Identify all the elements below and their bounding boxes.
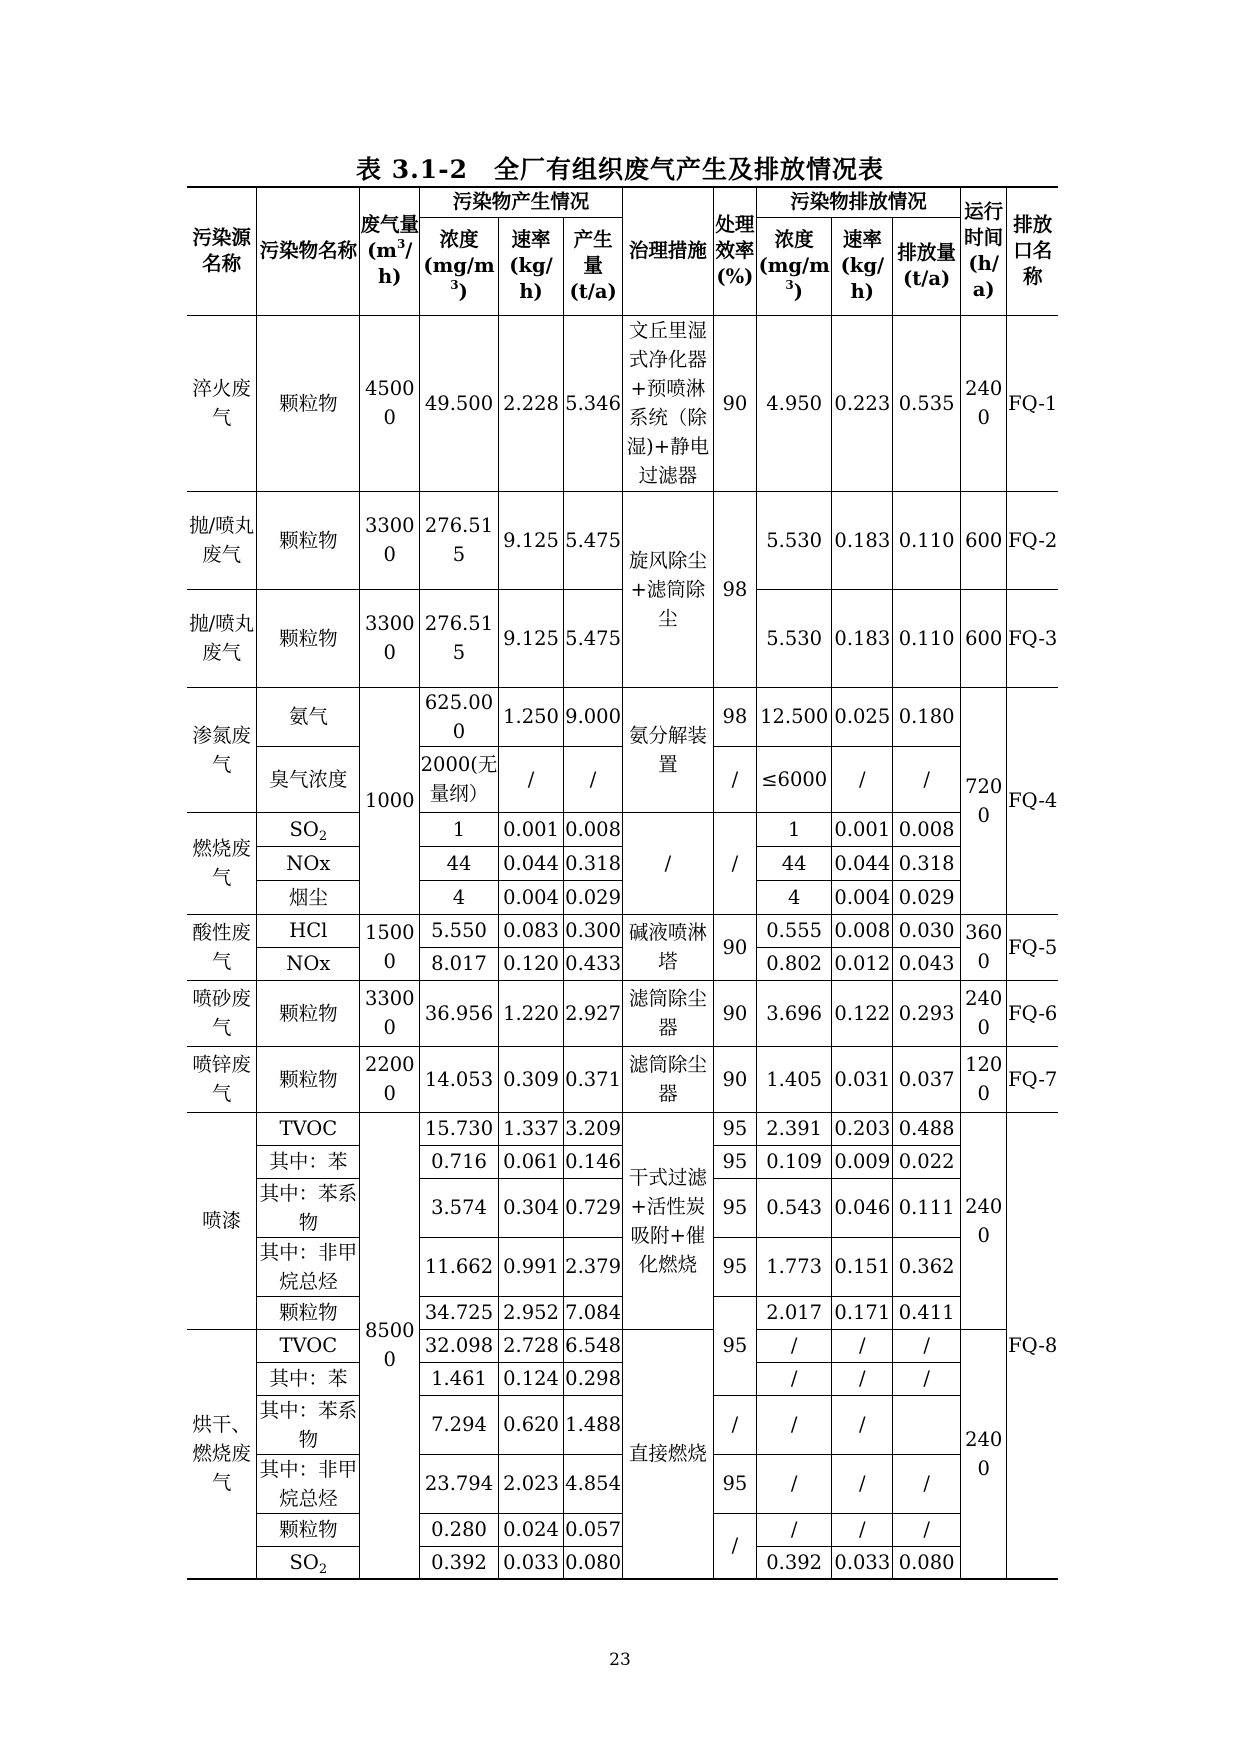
production-amount-cell: 4.854 [564, 1454, 623, 1513]
emission-conc-cell: 5.530 [757, 589, 832, 687]
production-amount-cell: 0.057 [564, 1513, 623, 1546]
emission-rate-cell: 0.012 [832, 947, 893, 980]
pollutant-cell: 其中：苯系物 [257, 1178, 360, 1237]
emission-amount-cell: 0.111 [893, 1178, 961, 1237]
treatment-cell: 旋风除尘+滤筒除尘 [622, 491, 713, 687]
emission-conc-cell: 0.392 [757, 1546, 832, 1579]
emission-conc-cell: ≤6000 [757, 746, 832, 812]
emission-conc-cell: 4 [757, 880, 832, 914]
production-conc-cell: 3.574 [420, 1178, 499, 1237]
volume-cell: 45000 [360, 315, 420, 491]
production-conc-cell: 44 [420, 846, 499, 880]
source-cell: 燃烧废气 [187, 812, 257, 914]
production-rate-cell: 9.125 [498, 491, 563, 589]
emission-amount-cell: 0.029 [893, 880, 961, 914]
production-amount-cell: 1.488 [564, 1395, 623, 1454]
header-production-rate: 速率 (kg/h) [498, 217, 563, 315]
production-rate-cell: 0.083 [498, 914, 563, 947]
emission-conc-cell: 0.543 [757, 1178, 832, 1237]
treatment-cell: 滤筒除尘器 [622, 1046, 713, 1112]
header-treatment: 治理措施 [622, 187, 713, 315]
emission-rate-cell: 0.033 [832, 1546, 893, 1579]
production-rate-cell: 2.952 [498, 1296, 563, 1329]
pollutant-cell: 颗粒物 [257, 1513, 360, 1546]
emission-rate-cell: 0.223 [832, 315, 893, 491]
outlet-cell: FQ-7 [1007, 1046, 1058, 1112]
emission-conc-cell: 3.696 [757, 980, 832, 1046]
emission-conc-cell: 2.391 [757, 1112, 832, 1145]
production-amount-cell: / [564, 746, 623, 812]
production-rate-cell: 1.337 [498, 1112, 563, 1145]
production-rate-cell: 0.120 [498, 947, 563, 980]
efficiency-cell: 90 [713, 1046, 756, 1112]
production-conc-cell: 2000(无量纲） [420, 746, 499, 812]
run-time-cell: 600 [960, 589, 1007, 687]
emission-table [187, 186, 1058, 1580]
efficiency-cell: / [713, 746, 756, 812]
emission-conc-cell: 2.017 [757, 1296, 832, 1329]
run-time-cell: 600 [960, 491, 1007, 589]
source-cell: 喷漆 [187, 1112, 257, 1329]
production-rate-cell: 0.304 [498, 1178, 563, 1237]
efficiency-cell: / [713, 1513, 756, 1579]
efficiency-cell: 90 [713, 315, 756, 491]
efficiency-cell: / [713, 812, 756, 914]
production-conc-cell: 625.000 [420, 687, 499, 746]
page-number: 23 [609, 1650, 631, 1670]
emission-conc-cell: / [713, 1395, 756, 1454]
emission-conc-cell: 0.802 [757, 947, 832, 980]
production-conc-cell: 5.550 [420, 914, 499, 947]
efficiency-cell: 95 [713, 1237, 756, 1296]
run-time-cell: 2400 [960, 315, 1007, 491]
emission-amount-cell: 0.008 [893, 812, 961, 846]
volume-cell: 15000 [360, 914, 420, 980]
production-rate-cell: 2.023 [498, 1454, 563, 1513]
emission-amount-cell: / [893, 1454, 961, 1513]
emission-rate-cell: / [832, 1513, 893, 1546]
production-rate-cell: 0.991 [498, 1237, 563, 1296]
emission-amount-cell: / [893, 746, 961, 812]
production-rate-cell: 0.620 [498, 1395, 563, 1454]
production-rate-cell: 2.728 [498, 1329, 563, 1362]
emission-rate-cell: 0.183 [832, 491, 893, 589]
production-conc-cell: 23.794 [420, 1454, 499, 1513]
pollutant-cell: $SO_2$ [257, 1546, 360, 1579]
production-amount-cell: 0.298 [564, 1362, 623, 1395]
emission-amount-cell: 0.293 [893, 980, 961, 1046]
production-amount-cell: 0.433 [564, 947, 623, 980]
emission-amount-cell: 0.022 [893, 1145, 961, 1178]
efficiency-cell: 95 [713, 1178, 756, 1237]
header-production: 污染物产生情况 [420, 187, 623, 217]
emission-rate-cell: 0.183 [832, 589, 893, 687]
production-conc-cell: 0.392 [420, 1546, 499, 1579]
header-pollutant: 污染物名称 [257, 187, 360, 315]
header-outlet: 排放口名称 [1007, 187, 1058, 315]
emission-rate-cell: 0.004 [832, 880, 893, 914]
production-amount-cell: 0.729 [564, 1178, 623, 1237]
header-emission-rate: 速率 (kg/h) [832, 217, 893, 315]
header-gas-volume: 废气量 $(m^3/h)$ [360, 187, 420, 315]
emission-conc-cell: 1.405 [757, 1046, 832, 1112]
pollutant-cell: TVOC [257, 1329, 360, 1362]
emission-conc-cell: 1.773 [757, 1237, 832, 1296]
emission-rate-cell: 0.044 [832, 846, 893, 880]
efficiency-cell: 95 [713, 1112, 756, 1145]
production-conc-cell: 15.730 [420, 1112, 499, 1145]
production-rate-cell: 0.044 [498, 846, 563, 880]
emission-conc-cell: 0.555 [757, 914, 832, 947]
outlet-cell: FQ-8 [1007, 1112, 1058, 1579]
source-cell: 抛/喷丸废气 [187, 589, 257, 687]
efficiency-cell: 95 [713, 1145, 756, 1178]
production-conc-cell: 1.461 [420, 1362, 499, 1395]
production-amount-cell: 0.371 [564, 1046, 623, 1112]
volume-cell: 33000 [360, 491, 420, 589]
emission-amount-cell: 0.362 [893, 1237, 961, 1296]
production-amount-cell: 2.927 [564, 980, 623, 1046]
emission-rate-cell: / [832, 1454, 893, 1513]
header-run-time: 运行时间 (h/a) [960, 187, 1007, 315]
production-conc-cell: 8.017 [420, 947, 499, 980]
efficiency-cell: 98 [713, 687, 756, 746]
production-rate-cell: 9.125 [498, 589, 563, 687]
production-conc-cell: 0.716 [420, 1145, 499, 1178]
treatment-cell: 滤筒除尘器 [622, 980, 713, 1046]
production-rate-cell: 1.250 [498, 687, 563, 746]
pollutant-cell: 颗粒物 [257, 491, 360, 589]
source-cell: 烘干、燃烧废气 [187, 1329, 257, 1579]
header-production-amount: 产生量 (t/a) [564, 217, 623, 315]
production-amount-cell: 0.029 [564, 880, 623, 914]
production-amount-cell: 5.475 [564, 589, 623, 687]
pollutant-cell: 颗粒物 [257, 1046, 360, 1112]
treatment-cell: / [622, 812, 713, 914]
production-rate-cell: 0.061 [498, 1145, 563, 1178]
pollutant-cell: 颗粒物 [257, 589, 360, 687]
header-source: 污染源名称 [187, 187, 257, 315]
emission-rate-cell: 0.151 [832, 1237, 893, 1296]
outlet-cell: FQ-4 [1007, 687, 1058, 914]
pollutant-cell: 其中：苯 [257, 1362, 360, 1395]
production-conc-cell: 11.662 [420, 1237, 499, 1296]
emission-amount-cell: 0.037 [893, 1046, 961, 1112]
treatment-cell: 文丘里湿式净化器+预喷淋系统（除湿)+静电过滤器 [622, 315, 713, 491]
production-amount-cell: 2.379 [564, 1237, 623, 1296]
production-conc-cell: 14.053 [420, 1046, 499, 1112]
emission-rate-cell: 0.046 [832, 1178, 893, 1237]
production-conc-cell: 4 [420, 880, 499, 914]
header-efficiency: 处理效率 (%) [713, 187, 756, 315]
emission-conc-cell: 12.500 [757, 687, 832, 746]
pollutant-cell: 臭气浓度 [257, 746, 360, 812]
emission-conc-cell: 1 [757, 812, 832, 846]
production-amount-cell: 6.548 [564, 1329, 623, 1362]
production-rate-cell: 0.001 [498, 812, 563, 846]
table-title: 表 3.1-2 全厂有组织废气产生及排放情况表 [356, 155, 884, 184]
emission-amount-cell: 0.110 [893, 589, 961, 687]
production-amount-cell: 0.146 [564, 1145, 623, 1178]
source-cell: 抛/喷丸废气 [187, 491, 257, 589]
production-rate-cell: / [498, 746, 563, 812]
pollutant-cell: NOx [257, 846, 360, 880]
production-conc-cell: 1 [420, 812, 499, 846]
production-conc-cell: 276.515 [420, 491, 499, 589]
emission-amount-cell: 0.535 [893, 315, 961, 491]
run-time-cell: 2400 [960, 1329, 1007, 1579]
emission-amount-cell: 0.411 [893, 1296, 961, 1329]
outlet-cell: FQ-3 [1007, 589, 1058, 687]
production-amount-cell: 3.209 [564, 1112, 623, 1145]
emission-conc-cell: 4.950 [757, 315, 832, 491]
emission-rate-cell: 0.009 [832, 1145, 893, 1178]
production-rate-cell: 0.309 [498, 1046, 563, 1112]
efficiency-cell: 95 [713, 1454, 756, 1513]
run-time-cell: 2400 [960, 1112, 1007, 1329]
production-conc-cell: 34.725 [420, 1296, 499, 1329]
emission-conc-cell: / [757, 1362, 832, 1395]
emission-amount-cell: / [893, 1329, 961, 1362]
production-amount-cell: 0.080 [564, 1546, 623, 1579]
source-cell: 酸性废气 [187, 914, 257, 980]
emission-rate-cell: 0.008 [832, 914, 893, 947]
source-cell: 渗氮废气 [187, 687, 257, 812]
emission-amount-cell: 0.488 [893, 1112, 961, 1145]
production-rate-cell: 0.124 [498, 1362, 563, 1395]
emission-amount-cell: / [832, 1395, 893, 1454]
efficiency-cell: 95 [713, 1296, 756, 1395]
production-conc-cell: 36.956 [420, 980, 499, 1046]
emission-rate-cell: / [832, 1362, 893, 1395]
volume-cell: 1000 [360, 687, 420, 914]
emission-rate-cell: / [832, 746, 893, 812]
emission-amount-cell: / [893, 1362, 961, 1395]
outlet-cell: FQ-5 [1007, 914, 1058, 980]
pollutant-cell: 烟尘 [257, 880, 360, 914]
efficiency-cell: 90 [713, 980, 756, 1046]
production-amount-cell: 9.000 [564, 687, 623, 746]
emission-rate-cell: 0.122 [832, 980, 893, 1046]
production-conc-cell: 49.500 [420, 315, 499, 491]
emission-amount-cell: 0.110 [893, 491, 961, 589]
pollutant-cell: 其中：非甲烷总烃 [257, 1454, 360, 1513]
emission-rate-cell: 0.025 [832, 687, 893, 746]
pollutant-cell: 其中：苯 [257, 1145, 360, 1178]
header-emission: 污染物排放情况 [757, 187, 961, 217]
volume-cell: 33000 [360, 980, 420, 1046]
pollutant-cell: NOx [257, 947, 360, 980]
emission-conc-cell: 0.109 [757, 1145, 832, 1178]
pollutant-cell: 氨气 [257, 687, 360, 746]
emission-rate-cell: 0.031 [832, 1046, 893, 1112]
production-rate-cell: 0.033 [498, 1546, 563, 1579]
emission-rate-cell: / [832, 1329, 893, 1362]
production-rate-cell: 2.228 [498, 315, 563, 491]
pollutant-cell: HCl [257, 914, 360, 947]
production-amount-cell: 7.084 [564, 1296, 623, 1329]
production-rate-cell: 1.220 [498, 980, 563, 1046]
pollutant-cell: 颗粒物 [257, 1296, 360, 1329]
volume-cell: 85000 [360, 1112, 420, 1579]
emission-conc-cell: / [757, 1454, 832, 1513]
outlet-cell: FQ-1 [1007, 315, 1058, 491]
production-rate-cell: 0.024 [498, 1513, 563, 1546]
run-time-cell: 1200 [960, 1046, 1007, 1112]
pollutant-cell: 其中：非甲烷总烃 [257, 1237, 360, 1296]
header-emission-amount: 排放量 (t/a) [893, 217, 961, 315]
treatment-cell: 碱液喷淋塔 [622, 914, 713, 980]
production-amount-cell: 0.318 [564, 846, 623, 880]
source-cell: 喷锌废气 [187, 1046, 257, 1112]
outlet-cell: FQ-6 [1007, 980, 1058, 1046]
production-amount-cell: 0.300 [564, 914, 623, 947]
emission-conc-cell: / [757, 1513, 832, 1546]
header-emission-conc: 浓度 $(mg/m^3)$ [757, 217, 832, 315]
treatment-cell: 干式过滤+活性炭吸附+催化燃烧 [622, 1112, 713, 1329]
outlet-cell: FQ-2 [1007, 491, 1058, 589]
production-amount-cell: 5.346 [564, 315, 623, 491]
pollutant-cell: 颗粒物 [257, 980, 360, 1046]
emission-rate-cell: / [757, 1395, 832, 1454]
header-production-conc: 浓度 $(mg/m^3)$ [420, 217, 499, 315]
run-time-cell: 2400 [960, 980, 1007, 1046]
treatment-cell: 氨分解装置 [622, 687, 713, 812]
production-conc-cell: 7.294 [420, 1395, 499, 1454]
volume-cell: 22000 [360, 1046, 420, 1112]
volume-cell: 33000 [360, 589, 420, 687]
emission-rate-cell: 0.203 [832, 1112, 893, 1145]
emission-amount-cell: / [893, 1513, 961, 1546]
source-cell: 喷砂废气 [187, 980, 257, 1046]
pollutant-cell: $SO_2$ [257, 812, 360, 846]
efficiency-cell: 90 [713, 914, 756, 980]
treatment-cell: 直接燃烧 [622, 1329, 713, 1579]
efficiency-cell: 98 [713, 491, 756, 687]
emission-conc-cell: 5.530 [757, 491, 832, 589]
run-time-cell: 7200 [960, 687, 1007, 914]
pollutant-cell: 其中：苯系物 [257, 1395, 360, 1454]
pollutant-cell: TVOC [257, 1112, 360, 1145]
emission-amount-cell: 0.030 [893, 914, 961, 947]
run-time-cell: 3600 [960, 914, 1007, 980]
production-conc-cell: 0.280 [420, 1513, 499, 1546]
production-amount-cell: 0.008 [564, 812, 623, 846]
production-rate-cell: 0.004 [498, 880, 563, 914]
emission-conc-cell: 44 [757, 846, 832, 880]
source-cell: 淬火废气 [187, 315, 257, 491]
emission-amount-cell: 0.080 [893, 1546, 961, 1579]
emission-rate-cell: 0.001 [832, 812, 893, 846]
production-conc-cell: 276.515 [420, 589, 499, 687]
emission-conc-cell: / [757, 1329, 832, 1362]
emission-amount-cell: 0.180 [893, 687, 961, 746]
pollutant-cell: 颗粒物 [257, 315, 360, 491]
emission-rate-cell: 0.171 [832, 1296, 893, 1329]
production-amount-cell: 5.475 [564, 491, 623, 589]
emission-amount-cell: 0.043 [893, 947, 961, 980]
production-conc-cell: 32.098 [420, 1329, 499, 1362]
emission-amount-cell: 0.318 [893, 846, 961, 880]
